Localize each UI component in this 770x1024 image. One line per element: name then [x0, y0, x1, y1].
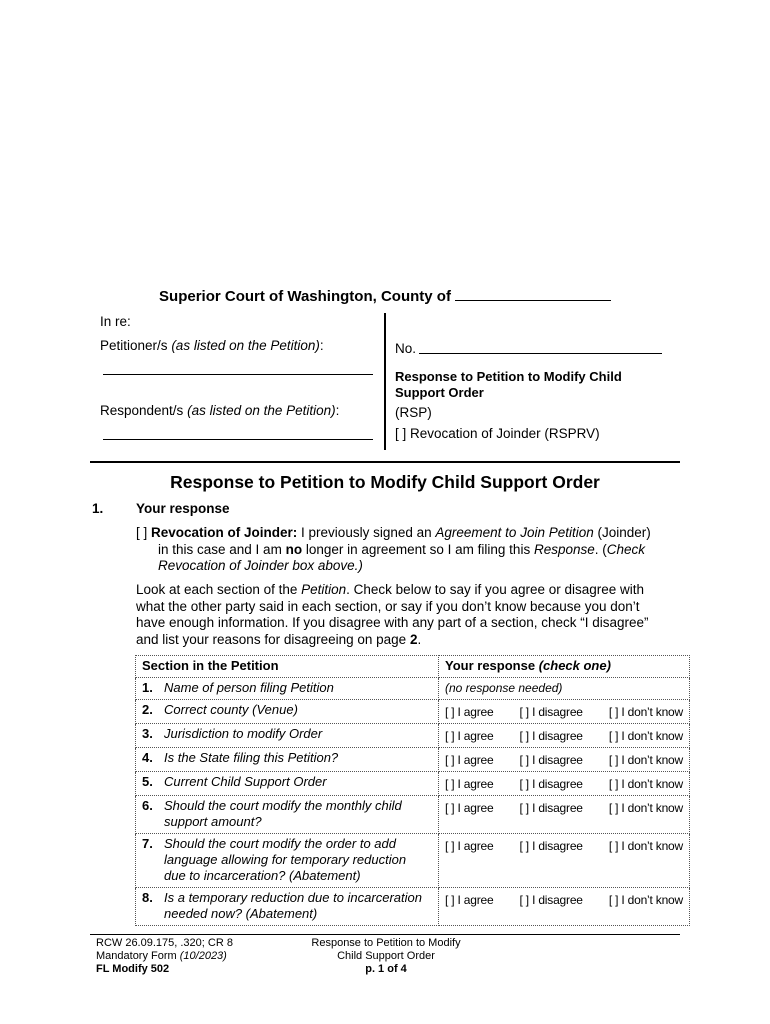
case-number-line[interactable]	[419, 353, 662, 354]
disagree-checkbox[interactable]: [ ] I disagree	[519, 801, 583, 815]
dont-know-checkbox[interactable]: [ ] I don’t know	[608, 705, 683, 719]
document-title: Response to Petition to Modify Child Support Order	[170, 472, 600, 492]
revocation-paragraph: [ ] Revocation of Joinder: I previously signed an Agreement to Join Petition (Joinder) in this case and I am no longer in agreement so I am filing this Response. (Check Revocation of Joinder box above.)	[136, 525, 651, 573]
no-response-note: (no response needed)	[445, 681, 563, 695]
footer-rule	[90, 934, 680, 935]
agree-checkbox[interactable]: [ ] I agree	[445, 893, 494, 907]
dont-know-checkbox[interactable]: [ ] I don’t know	[608, 839, 683, 853]
table-row: 1. Name of person filing Petition (no response needed)	[136, 678, 690, 700]
form-code: (RSP)	[395, 405, 432, 420]
petitioner-name-line[interactable]	[103, 374, 373, 375]
respondent-label: Respondent/s (as listed on the Petition):	[100, 403, 340, 418]
disagree-checkbox[interactable]: [ ] I disagree	[519, 705, 583, 719]
table-row: 6. Should the court modify the monthly child support amount? [ ] I agree [ ] I disagree [ ] I don’t know	[136, 796, 690, 834]
agree-checkbox[interactable]: [ ] I agree	[445, 729, 494, 743]
table-row: 3. Jurisdiction to modify Order [ ] I agree [ ] I disagree [ ] I don’t know	[136, 724, 690, 748]
dont-know-checkbox[interactable]: [ ] I don’t know	[608, 729, 683, 743]
response-table	[135, 655, 690, 926]
revocation-joinder-option[interactable]: [ ] Revocation of Joinder (RSPRV)	[395, 426, 600, 441]
court-title: Superior Court of Washington, County of	[0, 287, 770, 305]
agree-checkbox[interactable]: [ ] I agree	[445, 777, 494, 791]
dont-know-checkbox[interactable]: [ ] I don’t know	[608, 777, 683, 791]
dont-know-checkbox[interactable]: [ ] I don’t know	[608, 753, 683, 767]
table-row: 7. Should the court modify the order to add language allowing for temporary reduction due to incarceration? (Abatement) [ ] I agree [ ] I disagree [ ] I don’t know	[136, 834, 690, 888]
col-response-header: Your response (check one)	[439, 656, 690, 678]
form-title-block: Response to Petition to Modify Child Support Order	[395, 369, 622, 400]
footer-left: RCW 26.09.175, .320; CR 8 Mandatory Form (10/2023) FL Modify 502	[96, 937, 233, 975]
petitioner-label: Petitioner/s (as listed on the Petition):	[100, 338, 324, 353]
disagree-checkbox[interactable]: [ ] I disagree	[519, 753, 583, 767]
revocation-checkbox[interactable]: [ ]	[136, 525, 148, 540]
respondent-name-line[interactable]	[103, 439, 373, 440]
in-re-label: In re:	[100, 314, 131, 329]
col-section-header: Section in the Petition	[136, 656, 439, 678]
agree-checkbox[interactable]: [ ] I agree	[445, 839, 494, 853]
footer-center: Response to Petition to Modify Child Support Order p. 1 of 4	[311, 937, 461, 975]
table-row: 4. Is the State filing this Petition? [ ] I agree [ ] I disagree [ ] I don’t know	[136, 748, 690, 772]
table-row: 2. Correct county (Venue) [ ] I agree [ ] I disagree [ ] I don’t know	[136, 700, 690, 724]
disagree-checkbox[interactable]: [ ] I disagree	[519, 777, 583, 791]
agree-checkbox[interactable]: [ ] I agree	[445, 705, 494, 719]
dont-know-checkbox[interactable]: [ ] I don’t know	[608, 801, 683, 815]
table-row: 5. Current Child Support Order [ ] I agree [ ] I disagree [ ] I don’t know	[136, 772, 690, 796]
disagree-checkbox[interactable]: [ ] I disagree	[519, 839, 583, 853]
dont-know-checkbox[interactable]: [ ] I don’t know	[608, 893, 683, 907]
section-heading: Your response	[136, 501, 230, 516]
disagree-checkbox[interactable]: [ ] I disagree	[519, 893, 583, 907]
case-number-label: No.	[395, 341, 417, 356]
county-blank[interactable]	[455, 287, 611, 301]
agree-checkbox[interactable]: [ ] I agree	[445, 753, 494, 767]
table-header-row	[136, 656, 690, 678]
section-number: 1.	[92, 501, 104, 516]
agree-checkbox[interactable]: [ ] I agree	[445, 801, 494, 815]
table-row: 8. Is a temporary reduction due to incarceration needed now? (Abatement) [ ] I agree [ ] I disagree [ ] I don’t know	[136, 888, 690, 926]
disagree-checkbox[interactable]: [ ] I disagree	[519, 729, 583, 743]
instructions-paragraph: Look at each section of the Petition. Check below to say if you agree or disagree with what the other party said in each section, or say if you don’t know because you don’t have enough information. If you disagree with any part of a section, check “I disagree” and list your reasons for disagreeing on page 2.	[136, 582, 649, 647]
caption-rule	[90, 461, 680, 463]
caption-divider	[384, 313, 386, 450]
